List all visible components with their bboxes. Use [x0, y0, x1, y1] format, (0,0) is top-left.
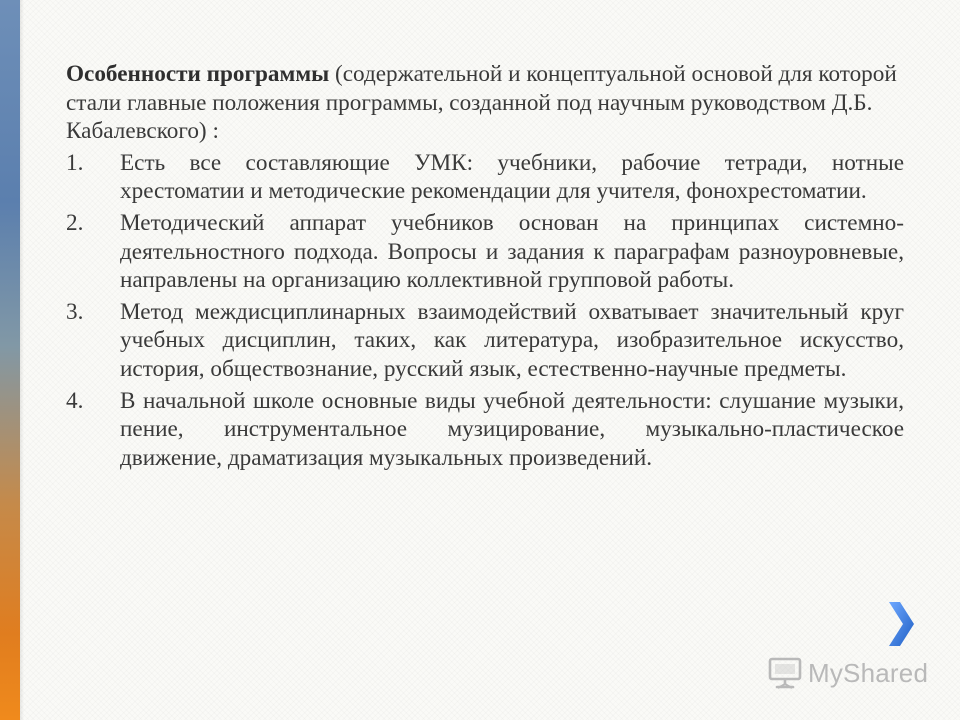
slide-content: [66, 60, 904, 475]
list-item: [66, 387, 904, 473]
list-item-text: Есть все составляющие УМК: учебники, рабочие тетради, нотные хрестоматии и методические рекомендации для учителя, фонохрестоматии.: [120, 149, 904, 205]
list-item-number: 2.: [66, 209, 84, 236]
side-stripe-shadow: [20, 0, 24, 720]
list-item-number: 3.: [66, 298, 84, 325]
list-item: [66, 149, 904, 206]
list-item: [66, 298, 904, 384]
chevron-right-icon: [886, 600, 916, 648]
intro-paragraph: [66, 60, 904, 146]
decorative-side-stripe: [0, 0, 20, 720]
logo-text: MyShared: [808, 657, 929, 688]
features-list: [66, 149, 904, 473]
list-item-text: Метод междисциплинарных взаимодействий охватывает значительный круг учебных дисциплин, таких, как литература, изобразительное искусство, история, обществознание, русский язык, естественно-научные предметы.: [120, 298, 904, 382]
intro-text: (содержательной и концептуальной основой для которой стали главные положения программы, созданной под научным руководством Д.Б. Кабалевского) :: [66, 61, 897, 145]
presentation-screen-icon: [768, 657, 802, 689]
list-item: [66, 209, 904, 295]
list-item-text: В начальной школе основные виды учебной деятельности: слушание музыки, пение, инструментальное музицирование, музыкально-пластическое движение, драматизация музыкальных произведений.: [120, 387, 904, 471]
list-item-text: Методический аппарат учебников основан на принципах системно-деятельностного подхода. Вопросы и задания к параграфам разноуровневые, направлены на организацию коллективной групповой работы.: [120, 209, 904, 294]
next-slide-button[interactable]: [886, 600, 916, 648]
intro-heading: Особенности программы: [66, 61, 330, 87]
list-item-number: 4.: [66, 387, 84, 414]
list-item-number: 1.: [66, 149, 84, 176]
myshared-logo: [768, 656, 928, 690]
